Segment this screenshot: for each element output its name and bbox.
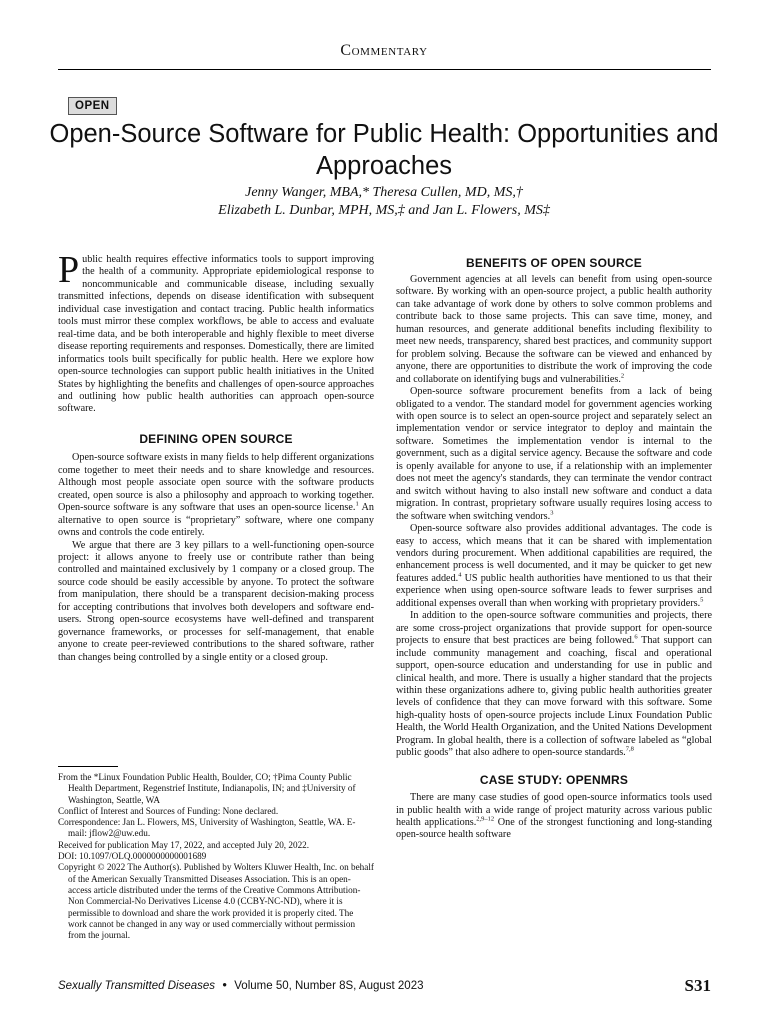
header-divider — [58, 69, 711, 70]
page-number: S31 — [684, 976, 711, 995]
section-header: Commentary — [340, 42, 428, 59]
bullet-separator: ● — [222, 980, 228, 989]
open-access-badge: OPEN — [68, 97, 117, 115]
reference-marker: 1 — [355, 500, 359, 508]
footnote-conflict: Conflict of Interest and Sources of Funding: None declared. — [58, 805, 279, 816]
left-column — [58, 249, 374, 664]
authors-line-1: Jenny Wanger, MBA,* Theresa Cullen, MD, MS,† — [245, 185, 523, 200]
paragraph: Open-source software also provides additional advantages. The code is easy to access, which means that it can be shared with implementation vendors during procurement. When additional capabilities are required, the enhancement process is well documented, and it may be quicker to get new features added.$^4$ US public health authorities have mentioned to us that their experience when using open-source software leads to fewer surprises and additional expenses overall than when working with proprietary providers.$^5$ — [396, 523, 712, 609]
paragraph: We argue that there are 3 key pillars to a well-functioning open-source project: it allows anyone to freely use or contribute rather than being controlled and maintained exclusively by 1 company or a closed group. The source code should be easily accessible by anyone. To protect the software from manipulation, there should be a transparent decision-making process for accepting contributions that involves both developers and software end-users. Strong open-source ecosystems have well-defined and transparent governance frameworks, or processes for self-management, that enable anyone to create peer-reviewed contributions to the shared software, rather than changes being controlled by a single entity or a closed group. — [58, 539, 374, 663]
abstract — [58, 249, 374, 416]
authors-line-2: Elizabeth L. Dunbar, MPH, MS,‡ and Jan L. Flowers, MS‡ — [218, 203, 550, 218]
paragraph: There are many case studies of good open-source informatics tools used in public health with a wide range of project maturity across various public health applications.$^{2,9-12}$ One of the strongest functioning and long-standing open-source health software — [396, 792, 712, 841]
author-list — [40, 184, 728, 220]
footnote-received: Received for publication May 17, 2022, and accepted July 20, 2022. — [58, 839, 310, 850]
article-title: Open-Source Software for Public Health: Opportunities and Approaches — [49, 120, 719, 180]
volume-info: Volume 50, Number 8S, August 2023 — [234, 980, 424, 992]
drop-cap: P — [58, 249, 80, 291]
abstract-text: ublic health requires effective informatics tools to support improving the health of a community. Appropriate epidemiological response to noncommunicable and communicable disease, including sexually transmitted infections, depends on disease identification with subsequent individual case investigation and contact tracing. Public health informatics tools must mirror these complex workflows, be able to access and evaluate real-time data, and be both interoperable and highly flexible to meet diverse disease reporting requirements and responses. Domestically, there are limited informatics tools built specifically for public health. Here we explore how open-source technologies can support public health initiatives in the United States by highlighting the benefits and challenges of open-source approaches and outlining how public health authorities can approach open-source software. — [58, 254, 374, 415]
paragraph: Open-source software procurement benefits from a lack of being obligated to a vendor. The standard model for government agencies working with open source is to select an open-source project and separately select an implementation vendor or service integrator to deploy and maintain the software. Sometimes the implementation vendor is internal to the government, such as a digital service agency. Because the software and code is openly available for anyone to use, if a relationship with an implementer does not meet the agency's standards, they can terminate the vendor contract and switch without having to also install new software and conduct a data migration. In contrast, proprietary software usually requires losing access to the software when switching vendors.$^3$ — [396, 386, 712, 522]
paragraph: In addition to the open-source software communities and projects, there are some cross-project organizations that provide support for open-source projects to ensure that best practices are being followed.$^6$ That support can include community management and coaching, fiscal and operational support, open-source education and understanding for use in public and clinical health, and more. There is usually a higher standard that the projects within these organizations adhere to, giving public health authorities greater levels of confidence that they can move forward with this software. Some high-quality hosts of open-source projects include Linux Foundation Public Health, the World Health Organization, and the United Nations Development Program. In global health, there is a collection of software labeled as “global public goods” that also adhere to open-source standards.$^{7,8}$ — [396, 610, 712, 759]
footnotes — [58, 772, 374, 941]
paragraph: Government agencies at all levels can benefit from using open-source software. By working with an open-source project, a public health authority can take advantage of work done by others to solve common problems and contribute back to those same projects. This can save time, money, and human resources, and generate additional benefits including flexibility to meet new needs, transparency, shared best practices, and community support for problem solving. Because the software can be viewed and enhanced by anyone, there are opportunities to distribute the work of improving the code and collaborate on identifying bugs and vulnerabilities.$^2$ — [396, 274, 712, 385]
section-heading-case-study: CASE STUDY: OPENMRS — [479, 772, 629, 787]
reference-marker: 4 — [458, 571, 462, 579]
paragraph: Open-source software exists in many fields to help different organizations come together to meet their needs and to share knowledge and resources. Although most people associate open source with the software products created, open source is also a philosophy and approach to working together. Open-source software is any software that uses an open-source license.$^1$ An alternative to open source is “proprietary” software, where one company owns and controls the code entirely. — [58, 452, 374, 539]
journal-citation — [58, 980, 424, 992]
reference-marker: 5 — [700, 596, 704, 604]
reference-marker: 3 — [550, 509, 554, 517]
footnote-copyright: Copyright © 2022 The Author(s). Published by Wolters Kluwer Health, Inc. on behalf of the American Sexually Transmitted Diseases Association. This is an open-access article distributed under the terms of the Creative Commons Attribution-Non Commercial-No Derivatives License 4.0 (CCBY-NC-ND), where it is permissible to download and share the work provided it is properly cited. The work cannot be changed in any way or used commercially without permission from the journal. — [58, 862, 374, 941]
right-column — [396, 256, 712, 842]
reference-marker: 7,8 — [625, 745, 634, 753]
footnote-affiliations: From the *Linux Foundation Public Health, Boulder, CO; †Pima County Public Health Department, Regenstrief Institute, Indianapolis, IN; and ‡University of Washington, Seattle, WA — [58, 772, 356, 805]
footnote-correspondence: Correspondence: Jan L. Flowers, MS, University of Washington, Seattle, WA. E-mail: jflow2@uw.edu. — [58, 817, 356, 839]
journal-name: Sexually Transmitted Diseases — [58, 980, 216, 992]
reference-marker: 2,9–12 — [476, 815, 495, 823]
footnote-doi: DOI: 10.1097/OLQ.0000000000001689 — [58, 851, 207, 862]
footnote-divider — [58, 766, 118, 767]
reference-marker: 2 — [620, 372, 625, 380]
section-heading-defining: DEFINING OPEN SOURCE — [139, 431, 293, 446]
section-heading-benefits: BENEFITS OF OPEN SOURCE — [466, 256, 642, 270]
reference-marker: 6 — [634, 633, 638, 641]
